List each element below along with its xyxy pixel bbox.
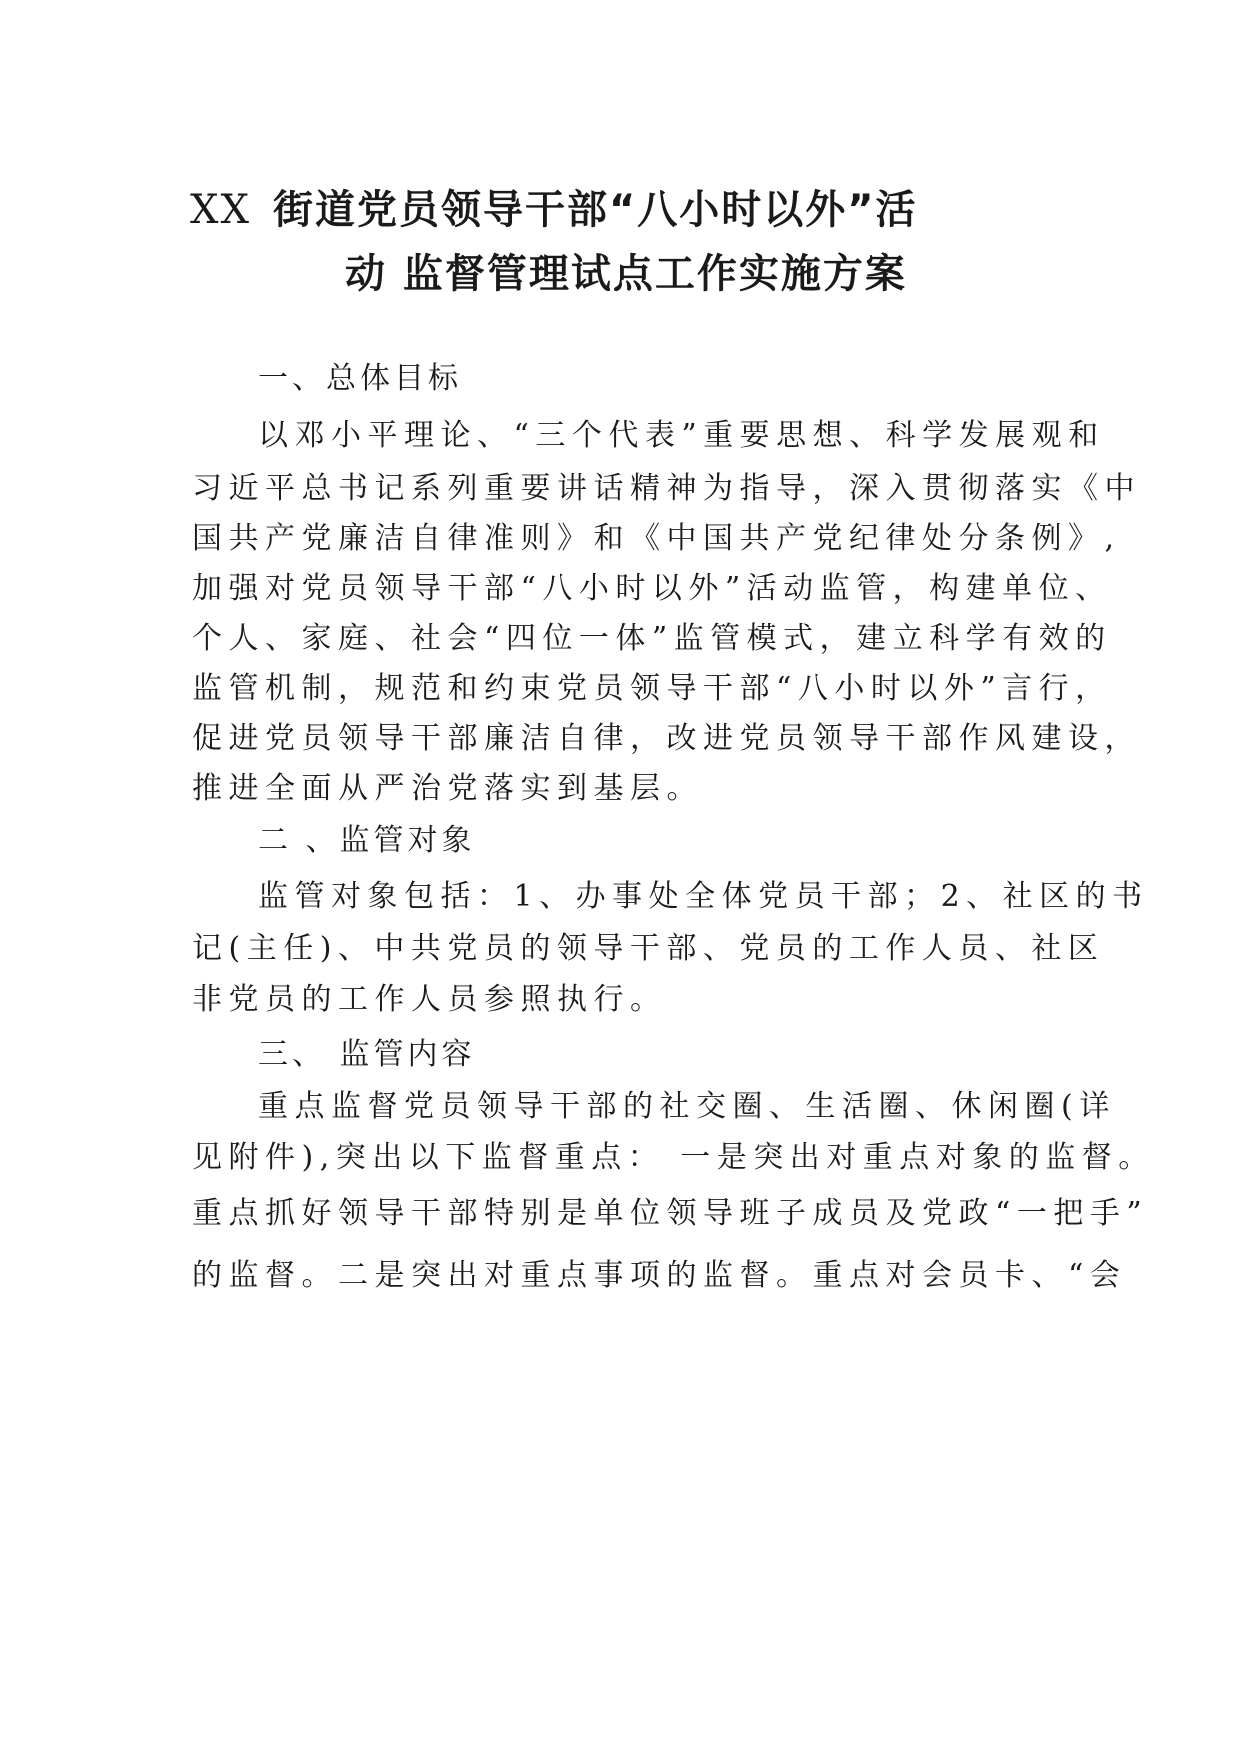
paragraph-line: 重点抓好领导干部特别是单位领导班子成员及党政“一把手” xyxy=(192,1196,1149,1231)
paragraph-line: 习近平总书记系列重要讲话精神为指导，深入贯彻落实《中 xyxy=(192,471,1141,506)
title-text-1: 街道党员领导干部“八小时以外”活 xyxy=(272,187,918,233)
paragraph-line: 国共产党廉洁自律准则》和《中国共产党纪律处分条例》, xyxy=(192,521,1121,556)
paragraph-line: 记(主任)、中共党员的领导干部、党员的工作人员、社区 xyxy=(192,931,1105,966)
paragraph-line: 个人、家庭、社会“四位一体”监管模式，建立科学有效的 xyxy=(192,621,1112,656)
document-title-line-2: 动 监督管理试点工作实施方案 xyxy=(345,251,907,297)
section-heading-overall-goal: 一、总体目标 xyxy=(258,361,462,396)
title-prefix: XX xyxy=(190,187,251,233)
paragraph-line: 促进党员领导干部廉洁自律，改进党员领导干部作风建设， xyxy=(192,721,1141,756)
section-heading-supervision-content: 三、 监管内容 xyxy=(258,1037,476,1072)
paragraph-line: 监管机制，规范和约束党员领导干部“八小时以外”言行， xyxy=(192,671,1112,706)
paragraph-line: 见附件),突出以下监督重点： 一是突出对重点对象的监督。 xyxy=(192,1140,1155,1175)
section-heading-supervision-target: 二 、监管对象 xyxy=(258,823,476,858)
paragraph-line: 以邓小平理论、“三个代表”重要思想、科学发展观和 xyxy=(258,418,1105,453)
paragraph-line: 监管对象包括：1、办事处全体党员干部；2、社区的书 xyxy=(258,879,1149,914)
paragraph-line: 非党员的工作人员参照执行。 xyxy=(192,982,667,1017)
paragraph-line: 加强对党员领导干部“八小时以外”活动监管，构建单位、 xyxy=(192,571,1112,606)
paragraph-line: 推进全面从严治党落实到基层。 xyxy=(192,771,703,806)
paragraph-line: 的监督。二是突出对重点事项的监督。重点对会员卡、“会 xyxy=(192,1258,1127,1293)
document-title-line-1 xyxy=(190,187,1130,233)
paragraph-line: 重点监督党员领导干部的社交圈、生活圈、休闲圈(详 xyxy=(258,1089,1116,1124)
